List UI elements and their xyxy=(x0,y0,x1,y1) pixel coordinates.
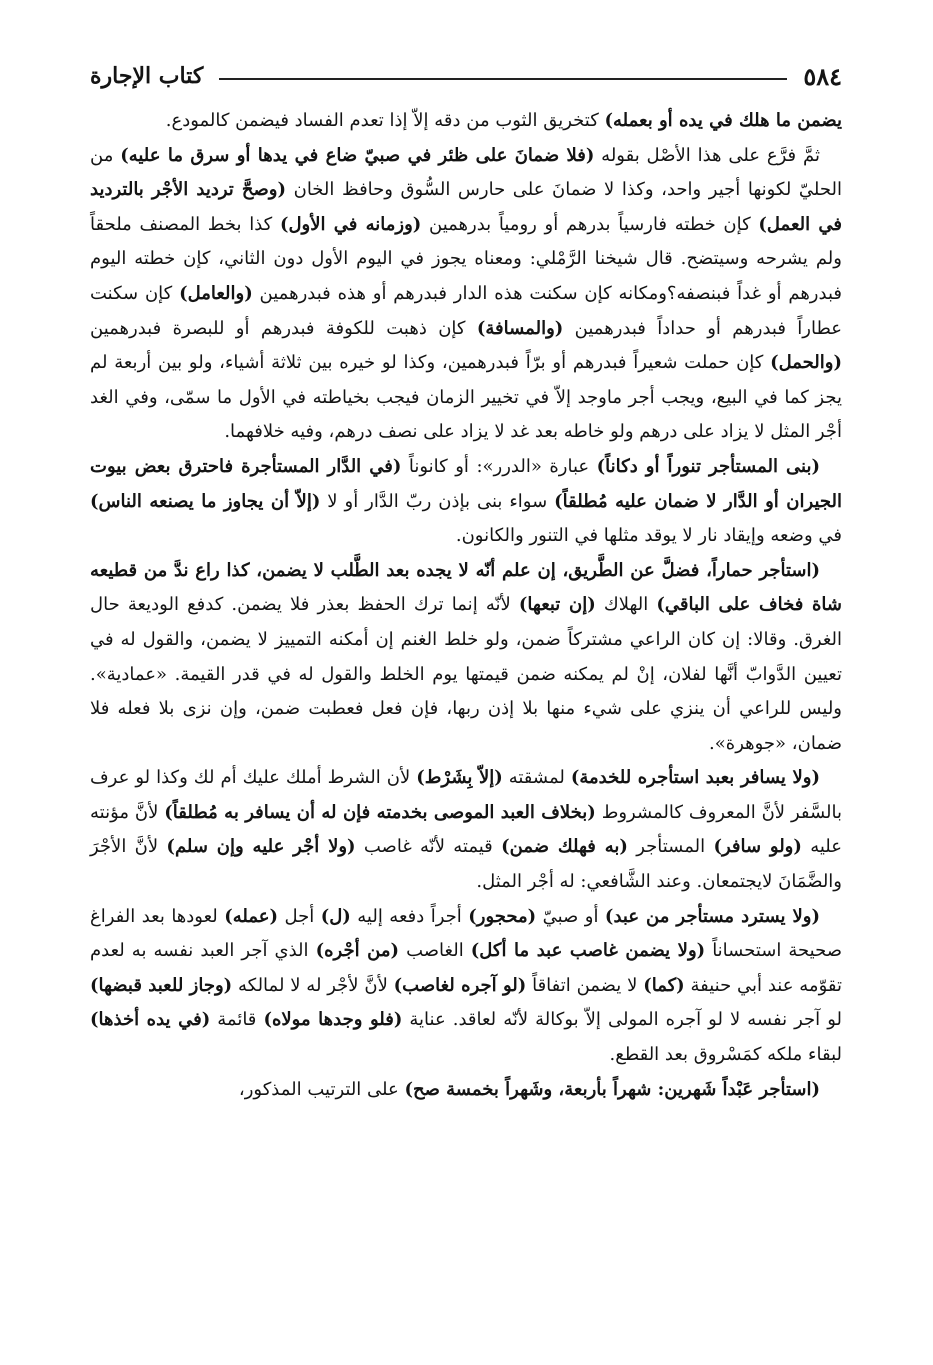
commentary-text: لبقاء ملكه كمَسْروق بعد القطع. xyxy=(609,1044,842,1066)
page-body xyxy=(90,104,842,1107)
bold-matn-text: (إلاّ أن يجاوز ما يصنعه الناس) xyxy=(90,490,321,512)
commentary-text: لأنَّ لأجْر له لا لمالكه xyxy=(232,974,394,996)
bold-matn-text: (من أجْره) xyxy=(315,940,400,962)
page-number: ٥٨٤ xyxy=(803,61,842,91)
commentary-text: لا يضمن اتفاقاً xyxy=(526,974,644,996)
bold-matn-text: (محجور) xyxy=(468,905,537,927)
commentary-text: سواء بنى بإذن ربّ الدَّار أو لا xyxy=(320,490,555,512)
commentary-text: كتخريق الثوب من دقه إلاّ إذا تعدم الفساد فيضمن كالمودع. xyxy=(165,110,605,131)
commentary-text: كإن خطته فارسياً بدرهم أو رومياً بدرهمين xyxy=(421,213,759,235)
bold-matn-text: (ولا أجْر عليه وإن سلم) xyxy=(166,836,356,858)
bold-matn-text: (وزمانه في الأول) xyxy=(279,213,422,235)
paragraph xyxy=(90,761,842,899)
commentary-text: في وضعه وإيقاد نار لا يوقد مثلها في التنور والكانون. xyxy=(455,525,842,547)
bold-matn-text: (ولا يسترد مستأجر من عبد) xyxy=(604,905,820,927)
commentary-text: الغاصب xyxy=(399,940,471,962)
header-rule xyxy=(219,78,787,80)
commentary-text: قيمته لأنّه غاصب xyxy=(355,836,502,858)
commentary-text: قائمة xyxy=(210,1009,264,1031)
bold-matn-text: (ولا يسافر بعبد استأجره للخدمة) xyxy=(570,767,820,789)
commentary-text: ثمَّ فرَّع على هذا الأصْل بقوله xyxy=(594,144,820,166)
commentary-text: لأنَّ مؤنته عليه xyxy=(90,801,842,858)
chapter-title: كتاب الإجارة xyxy=(90,63,204,89)
bold-matn-text: (عمله) xyxy=(224,905,279,927)
bold-matn-text: (ولا يضمن غاصب عبد ما أكل) xyxy=(470,940,706,962)
commentary-text: لأنَّ الأجْرَ والضَّمَانَ لايجتمعان. وعند الشَّافعي: له أجْر المثل. xyxy=(90,836,842,893)
commentary-text: على الترتيب المذكور، xyxy=(238,1078,405,1100)
commentary-text: لمشقته xyxy=(502,767,571,789)
bold-matn-text: (في الدَّار المستأجرة فاحترق بعض بيوت الجيران أو الدَّار لا ضمان عليه مُطلقاً) xyxy=(90,455,842,512)
commentary-text: لو آجر نفسه لا لو آجره المولى إلاّ بوكالة لأنّه لعاقد. عناية xyxy=(402,1009,842,1031)
commentary-text: أو صبيّ xyxy=(536,905,605,927)
paragraph xyxy=(90,139,842,450)
paragraph xyxy=(90,450,842,554)
paragraph xyxy=(90,554,842,762)
bold-matn-text: (والعامل) xyxy=(179,282,253,304)
bold-matn-text: (والمسافة) xyxy=(476,317,564,339)
bold-matn-text: (إن تبعها) xyxy=(518,594,596,616)
bold-matn-text: (كما) xyxy=(643,974,685,996)
bold-matn-text: (إلاّ بِشَرْط) xyxy=(416,767,503,789)
bold-matn-text: (والحمل) xyxy=(770,352,842,374)
commentary-text: كإن ذهبت للكوفة فبدرهم أو للبصرة فبدرهمين xyxy=(90,317,477,339)
commentary-text: أجراً دفعه إليه xyxy=(350,905,469,927)
paragraph xyxy=(90,1073,842,1108)
bold-matn-text: (به فهلك ضمن) xyxy=(501,836,628,858)
bold-matn-text: (بخلاف العبد الموصى بخدمته فإن له أن يسافر به مُطلقاً) xyxy=(164,801,596,823)
bold-matn-text: (بنى المستأجر تنوراً أو دكاناً) xyxy=(596,455,820,477)
commentary-text: أجل xyxy=(278,905,321,927)
commentary-text: لعودها بعد الفراغ صحيحة استحساناً xyxy=(90,905,842,962)
bold-matn-text: (فلو وجدها مولاه) xyxy=(263,1009,403,1031)
commentary-text: من الحليّ لكونها أجير واحد، وكذا لا ضمانَ على حارس السُّوق وحافظ الخان xyxy=(90,144,842,201)
bold-matn-text: يضمن ما هلك في يده أو بعمله) xyxy=(604,110,842,131)
paragraph xyxy=(90,104,842,139)
bold-matn-text: (وجاز للعبد قبضها) xyxy=(90,974,233,996)
commentary-text: لأنّه إنما ترك الحفظ بعذر فلا يضمن. كدفع الوديعة حال الغرق. وقالا: إن كان الراعي مشتركاً ضمن، ولو خلط الغنم إن أمكنه التمييز لا يضمن، والقول له في تعيين الدَّوابّ أنَّها لفلان، إنْ لم يمكنه ضمن قيمتها يوم الخلط والقول له في قدر القيمة. «عمادية». وليس للراعي أن ينزي على شيء منها بلا إذن ربها، فإن فعل فعطبت ضمن، وإن نزى بلا فعله فلا ضمان، «جوهرة». xyxy=(90,594,842,754)
commentary-text: كذا بخط المصنف ملحقاً ولم يشرحه وسيتضح. قال شيخنا الرَّمْلي: ومعناه يجوز في اليوم الأول دون الثاني، كإن خطته اليوم فبدرهم أو غداً فبنصفه؟ومكانه كإن سكنت هذه الدار فبدرهم أو هذه فبدرهمين xyxy=(90,213,842,304)
commentary-text: المستأجر xyxy=(627,836,714,858)
page-header xyxy=(90,58,842,94)
commentary-text: كإن سكنت عطاراً فبدرهم أو حداداً فبدرهمين xyxy=(90,282,842,339)
bold-matn-text: (استأجر عَبْداً شَهرين: شهراً بأربعة، وشَهراً بخمسة صح) xyxy=(404,1078,820,1100)
commentary-text: لأن الشرط أملك عليك أم لك وكذا لو عرف بالسَّفر لأنَّ المعروف كالمشروط xyxy=(90,767,843,823)
commentary-text: الذي آجر العبد نفسه به لعدم تقوّمه عند أبي حنيفة xyxy=(90,940,842,996)
bold-matn-text: (وصحَّ ترديد الأجْر بالترديد في العمل) xyxy=(90,179,842,235)
bold-matn-text: (ولو سافر) xyxy=(713,836,802,858)
bold-matn-text: (استأجر حماراً، فضلَّ عن الطَّريق، إن علم أنّه لا يجده بعد الطَّلب لا يضمن، كذا راع ندَّ من قطيعه شاة فخاف على الباقي) xyxy=(90,559,842,616)
bold-matn-text: (في يده أخذها) xyxy=(90,1009,211,1031)
bold-matn-text: (ل) xyxy=(320,905,351,927)
commentary-text: الهلاك xyxy=(595,594,657,616)
bold-matn-text: (فلا ضمانَ على ظئر في صبيّ ضاع في يدها أو سرق ما عليه) xyxy=(120,144,595,166)
paragraph xyxy=(90,900,842,1073)
commentary-text: كإن حملت شعيراً فبدرهم أو برّاً فبدرهمين، وكذا لو خيره بين ثلاثة أشياء، ولو بين أربعة لم يجز كما في البيع، ويجب أجر ماوجد إلاّ في تخيير الزمان فيجب بخياطته في الأول ما سمّى، وفي الغد أجْر المثل لا يزاد على درهم ولو خاطه بعد غد لا يزاد على نصف درهم، وفيه خلافهما. xyxy=(90,352,842,443)
bold-matn-text: (لو آجره لغاصب) xyxy=(393,974,527,996)
commentary-text: عبارة «الدرر»: أو كانوناً xyxy=(401,455,597,477)
